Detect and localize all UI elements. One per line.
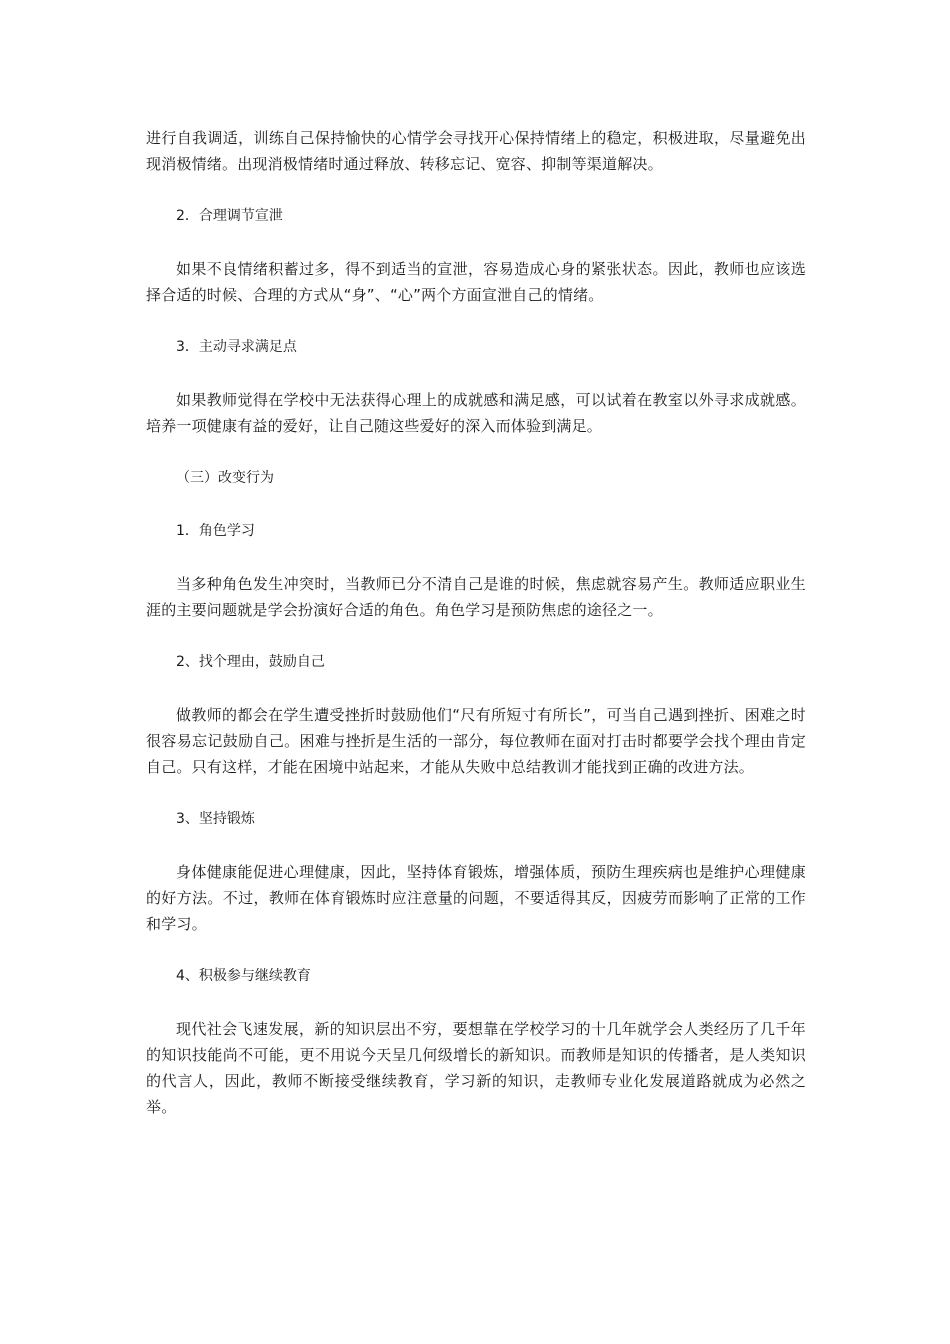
heading-exercise: 3、坚持锻炼 <box>176 811 255 827</box>
paragraph-role-learning: 当多种角色发生冲突时，当教师已分不清自己是谁的时候，焦虑就容易产生。教师适应职业生涯的主要问题就是学会扮演好合适的角色。角色学习是预防焦虑的途径之一。 <box>146 575 806 619</box>
paragraph-encourage-self: 做教师的都会在学生遭受挫折时鼓励他们“尺有所短寸有所长”，可当自己遇到挫折、困难之时很容易忘记鼓励自己。困难与挫折是生活的一部分，每位教师在面对打击时都要学会找个理由肯定自己。只有这样，才能在困境中站起来，才能从失败中总结教训才能找到正确的改进方法。 <box>146 706 806 776</box>
paragraph-venting: 如果不良情绪积蓄过多，得不到适当的宣泄，容易造成心身的紧张状态。因此，教师也应该选择合适的时候、合理的方式从“身”、“心”两个方面宣泄自己的情绪。 <box>146 260 806 304</box>
paragraph-satisfaction: 如果教师觉得在学校中无法获得心理上的成就感和满足感，可以试着在教室以外寻求成就感。培养一项健康有益的爱好，让自己随这些爱好的深入而体验到满足。 <box>146 391 806 435</box>
paragraph-self-adjustment: 进行自我调适，训练自己保持愉快的心情学会寻找开心保持情绪上的稳定，积极进取，尽量避免出现消极情绪。出现消极情绪时通过释放、转移忘记、宽容、抑制等渠道解决。 <box>146 129 806 173</box>
heading-seek-satisfaction: 3．主动寻求满足点 <box>176 339 297 355</box>
heading-encourage-self: 2、找个理由，鼓励自己 <box>176 654 325 670</box>
paragraph-continuing-education: 现代社会飞速发展，新的知识层出不穷，要想靠在学校学习的十几年就学会人类经历了几千年的知识技能尚不可能，更不用说今天呈几何级增长的新知识。而教师是知识的传播者，是人类知识的代言人，因此，教师不断接受继续教育，学习新的知识，走教师专业化发展道路就成为必然之举。 <box>146 1020 806 1116</box>
heading-change-behavior: （三）改变行为 <box>176 470 274 486</box>
paragraph-exercise: 身体健康能促进心理健康，因此，坚持体育锻炼，增强体质，预防生理疾病也是维护心理健康的好方法。不过，教师在体育锻炼时应注意量的问题，不要适得其反，因疲劳而影响了正常的工作和学习。 <box>146 863 806 933</box>
document-body <box>146 125 806 1120</box>
heading-reasonable-venting: 2．合理调节宣泄 <box>176 208 283 224</box>
heading-continuing-education: 4、积极参与继续教育 <box>176 968 311 984</box>
heading-role-learning: 1．角色学习 <box>176 523 255 539</box>
